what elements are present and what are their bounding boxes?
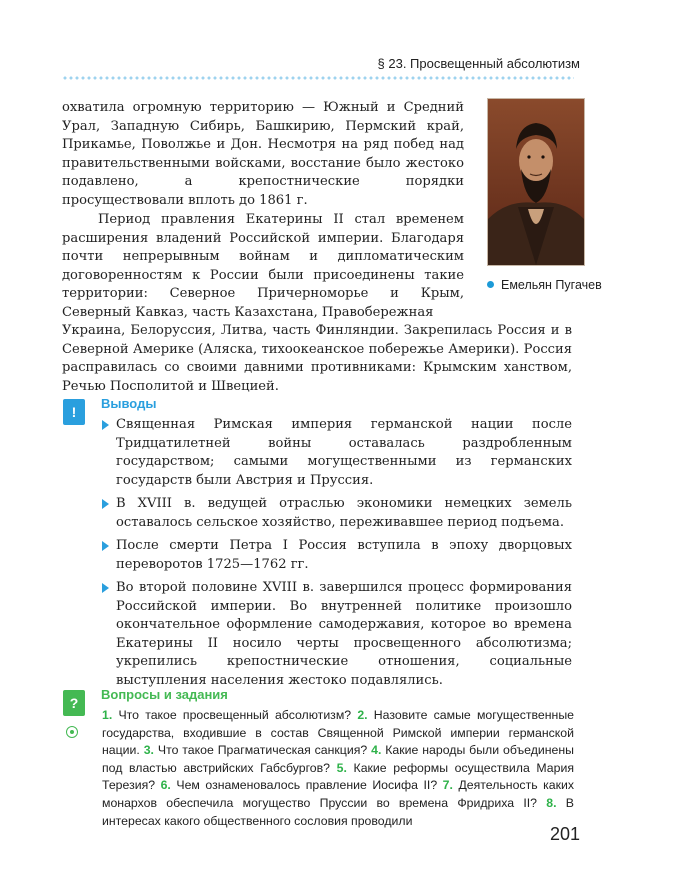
conclusion-text: В XVIII в. ведущей отраслью экономики немецких земель оставалось сельское хозяйство, переживавшее период подъема. <box>116 496 572 530</box>
question-number: 6. <box>160 778 171 793</box>
questions-title: Вопросы и задания <box>101 687 228 702</box>
question-number: 2. <box>357 708 368 722</box>
conclusion-text: Священная Римская империя германской нации после Тридцатилетней войны оставалась раздробленным государством; самыми могущественными из германских государств были Австрия и Пруссия. <box>116 417 572 488</box>
question-number: 4. <box>371 743 382 758</box>
question-number: 7. <box>442 778 453 793</box>
questions-text <box>102 707 574 830</box>
arrow-bullet-icon <box>102 499 109 509</box>
question-number: 5. <box>336 760 347 775</box>
question-text: В интересах какого общественного сословия проводили <box>102 795 574 828</box>
conclusions-title: Выводы <box>101 396 157 411</box>
portrait-image <box>488 99 584 265</box>
question-number: 8. <box>546 795 557 810</box>
section-header: § 23. Просвещенный абсолютизм <box>377 56 580 71</box>
caption-text: Емельян Пугачев <box>501 278 602 292</box>
list-item <box>102 416 572 490</box>
conclusion-text: Во второй половине XVIII в. завершился процесс формирования Российской империи. Во внутренней политике произошло окончательное оформление самодержавия, которое во времена Екатерины II носило черты просвещенного абсолютизма; укрепились крепостнические отношения, социальные выступления населения жестоко подавлялись. <box>116 580 572 688</box>
question-text: Что такое Прагматическая санкция? <box>157 743 368 758</box>
question-number: 3. <box>143 743 154 758</box>
page-number: 201 <box>549 824 580 844</box>
question-mark-icon: ? <box>63 690 85 716</box>
header-divider <box>62 76 574 80</box>
pugachev-portrait <box>487 98 585 266</box>
body-paragraph-2-continued: Украина, Белоруссия, Литва, часть Финляндии. Закрепилась Россия и в Северной Америке (Аляска, тихоокеанское побережье Америки). Россия расправилась со своими давними противниками: Крымским ханством, Речью Посполитой и Швецией. <box>62 323 572 394</box>
question-text: Что такое просвещенный абсолютизм? <box>118 708 352 722</box>
list-item <box>102 495 572 532</box>
list-item <box>102 579 572 690</box>
arrow-bullet-icon <box>102 541 109 551</box>
bullet-dot-icon <box>487 281 494 288</box>
question-text: Деятельность каких монархов обеспечила могущество Пруссии во времена Фридриха II? <box>102 778 574 810</box>
conclusion-text: После смерти Петра I Россия вступила в эпоху дворцовых переворотов 1725—1762 гг. <box>116 538 572 572</box>
question-text: Назовите самые могущественные государства, входившие в состав Священной Римской империи германской нации. <box>102 708 574 758</box>
list-item <box>102 537 572 574</box>
exclamation-icon: ! <box>63 399 85 425</box>
question-number: 1. <box>102 708 113 722</box>
question-text: Какие народы были объединены под властью австрийских Габсбургов? <box>102 743 575 775</box>
question-text: Чем ознаменовалось правление Иосифа II? <box>176 778 438 793</box>
body-paragraph-1: охватила огромную территорию — Южный и Средний Урал, Западную Сибирь, Башкирию, Пермский край, Прикамье, Поволжье и Дон. Несмотря на ряд побед над правительственными войсками, восстание было жестоко подавлено, а крепостнические порядки просуществовали вплоть до 1861 г. <box>62 100 464 208</box>
question-text: Какие реформы осуществила Мария Терезия? <box>102 760 575 793</box>
conclusions-list <box>102 416 572 695</box>
body-paragraph-2: Период правления Екатерины II стал временем расширения владений Российской империи. Благодаря почти непрерывным войнам и дипломатическим договоренностям к России были присоединены такие территории: Северное Причерноморье и Крым, Северный Кавказ, часть Казахстана, Правобережная <box>62 212 464 320</box>
arrow-bullet-icon <box>102 420 109 430</box>
target-icon <box>66 726 78 738</box>
arrow-bullet-icon <box>102 583 109 593</box>
portrait-caption <box>487 278 602 292</box>
